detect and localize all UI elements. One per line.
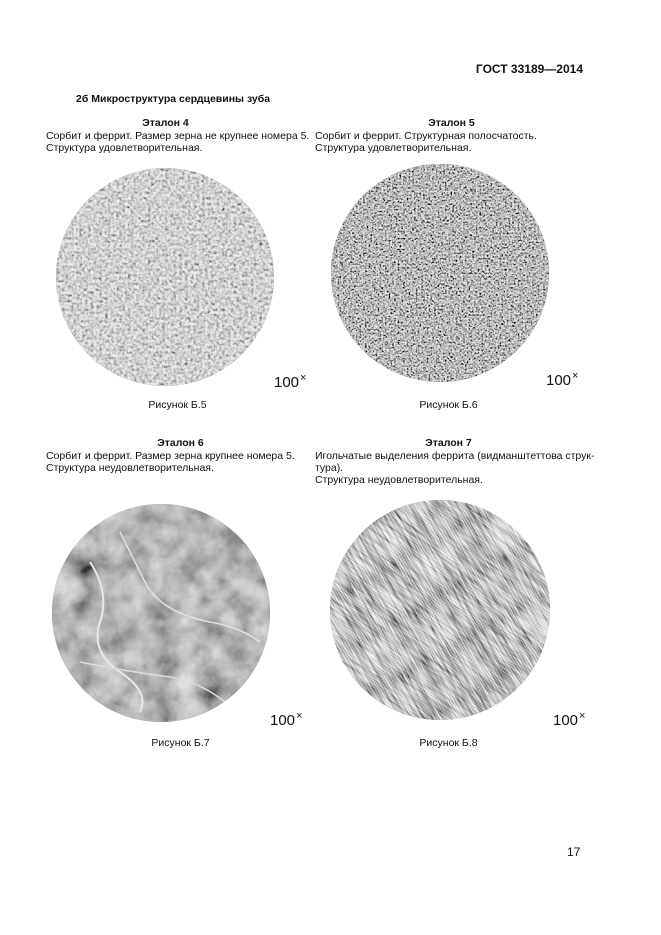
magnification-label [270,710,302,729]
mag-value: 100 [270,712,296,729]
mag-value: 100 [553,712,579,729]
magnification-label [274,372,306,391]
micrograph-etalon-7 [328,498,552,722]
desc-line: тура). [315,462,344,474]
micrograph-etalon-6 [50,502,272,724]
panel-description-etalon-5 [315,130,605,154]
figure-caption-b7: Рисунок Б.7 [151,737,210,749]
panel-title-etalon-7: Эталон 7 [425,437,472,449]
micrograph-etalon-4 [54,166,276,388]
desc-line: Структура удовлетворительная. [46,142,203,154]
desc-line: Структура удовлетворительная. [315,142,472,154]
desc-line: Сорбит и феррит. Размер зерна крупнее номера 5. [46,450,295,462]
desc-line: Сорбит и феррит. Размер зерна не крупнее номера 5. [46,130,310,142]
panel-title-etalon-5: Эталон 5 [428,117,475,129]
desc-line: Сорбит и феррит. Структурная полосчатость. [315,130,537,142]
mag-value: 100 [546,372,572,389]
desc-line: Структура неудовлетворительная. [46,462,214,474]
panel-title-etalon-4: Эталон 4 [142,117,189,129]
figure-caption-b6: Рисунок Б.6 [419,399,478,411]
panel-description-etalon-4 [46,130,336,154]
mag-mark: × [572,370,579,382]
figure-caption-b5: Рисунок Б.5 [148,399,207,411]
micrograph-etalon-5 [329,162,551,384]
panel-title-etalon-6: Эталон 6 [157,437,204,449]
figure-caption-b8: Рисунок Б.8 [419,737,478,749]
panel-description-etalon-6 [46,450,336,474]
page-number: 17 [567,845,581,859]
mag-mark: × [300,372,307,384]
standard-number: ГОСТ 33189—2014 [475,62,583,76]
magnification-label [546,370,578,389]
section-title: 2б Микроструктура сердцевины зуба [76,93,271,105]
mag-mark: × [579,710,586,722]
magnification-label [553,710,585,729]
panel-description-etalon-7 [315,450,605,486]
desc-line: Игольчатые выделения феррита (видманштеттова струк- [315,450,595,462]
mag-value: 100 [274,374,300,391]
desc-line: Структура неудовлетворительная. [315,474,483,486]
mag-mark: × [296,710,303,722]
